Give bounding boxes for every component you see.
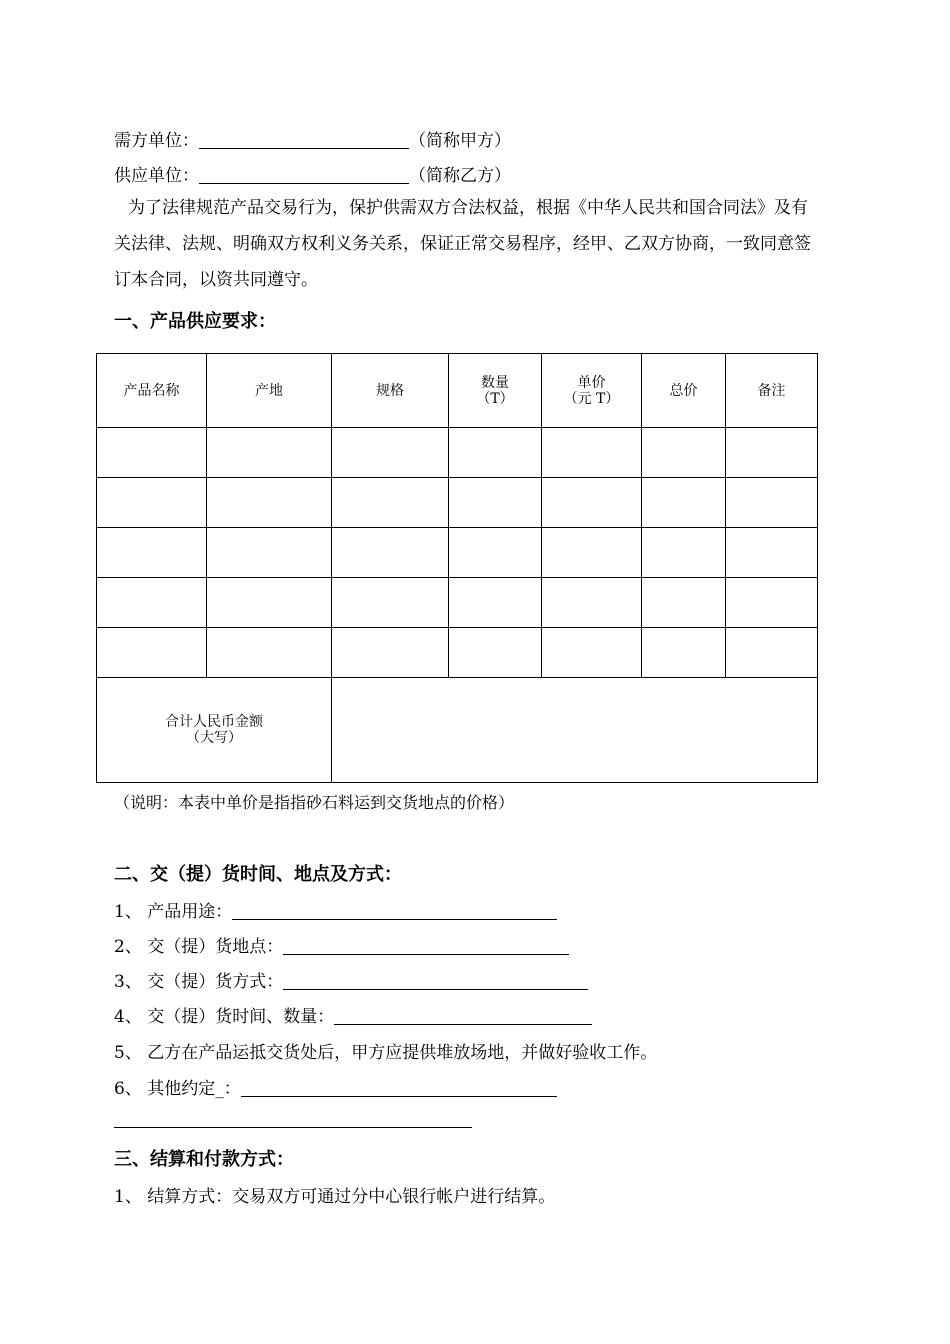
table-cell[interactable]: [726, 578, 818, 628]
table-cell[interactable]: [642, 428, 726, 478]
table-cell[interactable]: [642, 628, 726, 678]
table-cell[interactable]: [332, 478, 449, 528]
section3-title: 三、结算和付款方式：: [114, 1149, 294, 1170]
table-cell[interactable]: [642, 528, 726, 578]
delivery-method-blank[interactable]: [283, 973, 588, 990]
col-header-quantity: 数量 （T）: [449, 354, 542, 428]
supplier-line: [114, 161, 511, 186]
table-note: （说明：本表中单价是指指砂石料运到交货地点的价格）: [114, 793, 515, 812]
supplier-label: 供应单位：: [114, 166, 199, 186]
table-cell[interactable]: [97, 428, 207, 478]
table-cell[interactable]: [207, 528, 332, 578]
table-cell[interactable]: [207, 578, 332, 628]
table-cell[interactable]: [207, 478, 332, 528]
table-cell[interactable]: [449, 578, 542, 628]
table-cell[interactable]: [726, 628, 818, 678]
table-cell[interactable]: [449, 528, 542, 578]
buyer-suffix: （简称甲方）: [409, 131, 511, 151]
table-cell[interactable]: [542, 428, 642, 478]
table-header-row: [97, 354, 818, 428]
table-row: [97, 578, 818, 628]
col-header-remarks: 备注: [726, 354, 818, 428]
col-header-origin: 产地: [207, 354, 332, 428]
table-cell[interactable]: [207, 628, 332, 678]
other-terms-continuation-blank[interactable]: [114, 1127, 472, 1128]
section2-title: 二、交（提）货时间、地点及方式：: [114, 864, 402, 885]
product-table: [96, 353, 818, 783]
table-cell[interactable]: [97, 478, 207, 528]
table-cell[interactable]: [542, 528, 642, 578]
buyer-line: [114, 126, 511, 151]
table-cell[interactable]: [449, 428, 542, 478]
list-item-text: 4、 交（提）货时间、数量：: [114, 1007, 335, 1027]
table-cell[interactable]: [642, 478, 726, 528]
table-cell[interactable]: [542, 578, 642, 628]
delivery-item-1: [114, 897, 557, 922]
table-cell[interactable]: [332, 578, 449, 628]
table-row: [97, 528, 818, 578]
list-item-text: 3、 交（提）货方式：: [114, 972, 284, 992]
table-cell[interactable]: [726, 528, 818, 578]
table-cell[interactable]: [332, 528, 449, 578]
table-cell[interactable]: [449, 478, 542, 528]
total-amount-label: 合计人民币金额 （大写）: [97, 678, 332, 783]
table-cell[interactable]: [449, 628, 542, 678]
product-use-blank[interactable]: [232, 903, 557, 920]
supplier-suffix: （简称乙方）: [409, 166, 511, 186]
table-cell[interactable]: [97, 628, 207, 678]
col-header-product-name: 产品名称: [97, 354, 207, 428]
supplier-blank[interactable]: [199, 167, 409, 184]
table-total-row: [97, 678, 818, 783]
table-cell[interactable]: [332, 628, 449, 678]
table-cell[interactable]: [97, 528, 207, 578]
table-row: [97, 628, 818, 678]
table-cell[interactable]: [642, 578, 726, 628]
table-row: [97, 478, 818, 528]
delivery-item-4: [114, 1002, 592, 1027]
other-terms-blank[interactable]: [241, 1080, 557, 1097]
col-header-spec: 规格: [332, 354, 449, 428]
list-item-text: 1、 产品用途：: [114, 902, 233, 922]
delivery-item-6: [114, 1074, 557, 1099]
table-cell[interactable]: [542, 478, 642, 528]
table-row: [97, 428, 818, 478]
list-item-text: 1、 结算方式：交易双方可通过分中心银行帐户进行结算。: [114, 1187, 556, 1207]
list-item-text: 6、 其他约定_：: [114, 1079, 241, 1099]
col-header-total-price: 总价: [642, 354, 726, 428]
table-cell[interactable]: [542, 628, 642, 678]
section1-title: 一、产品供应要求：: [114, 311, 276, 332]
delivery-time-blank[interactable]: [334, 1008, 592, 1025]
table-cell[interactable]: [207, 428, 332, 478]
table-cell[interactable]: [726, 428, 818, 478]
total-amount-cell[interactable]: [332, 678, 818, 783]
table-cell[interactable]: [97, 578, 207, 628]
delivery-place-blank[interactable]: [283, 938, 569, 955]
table-cell[interactable]: [726, 478, 818, 528]
buyer-label: 需方单位：: [114, 131, 199, 151]
intro-paragraph: 为了法律规范产品交易行为，保护供需双方合法权益，根据《中华人民共和国合同法》及有关法律、法规、明确双方权利义务关系，保证正常交易程序，经甲、乙双方协商，一致同意签订本合同，以资共同遵守。: [114, 198, 811, 290]
list-item-text: 5、 乙方在产品运抵交货处后，甲方应提供堆放场地，并做好验收工作。: [114, 1043, 658, 1063]
delivery-item-3: [114, 967, 588, 992]
settlement-item-1: [114, 1182, 555, 1207]
delivery-item-5: [114, 1038, 657, 1063]
col-header-unit-price: 单价 （元 T）: [542, 354, 642, 428]
buyer-blank[interactable]: [199, 132, 409, 149]
delivery-item-2: [114, 932, 569, 957]
list-item-text: 2、 交（提）货地点：: [114, 937, 284, 957]
table-cell[interactable]: [332, 428, 449, 478]
